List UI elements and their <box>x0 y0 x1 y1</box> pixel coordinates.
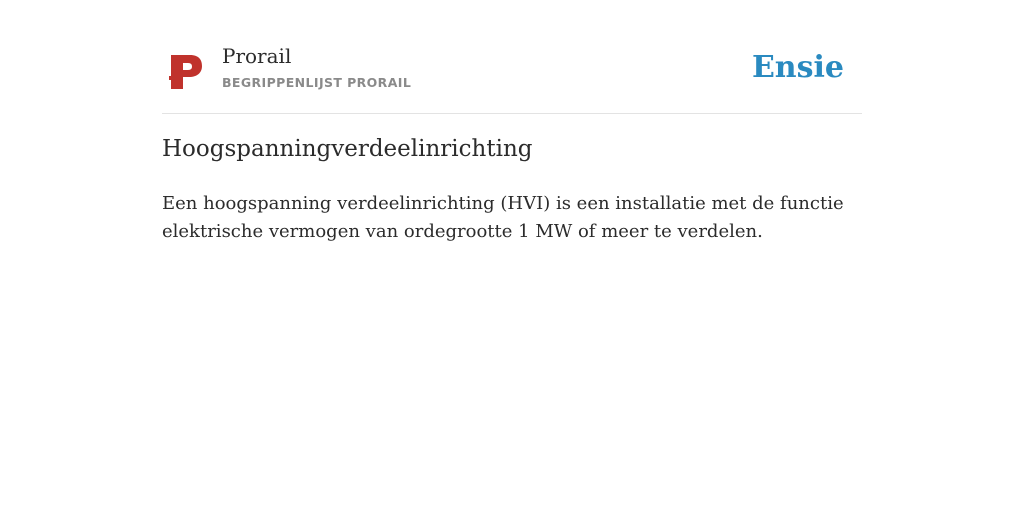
header <box>162 0 862 114</box>
term-definition: Een hoogspanning verdeelinrichting (HVI) is een installatie met de functie elektrische vermogen van ordegrootte 1 MW of meer te verdelen. <box>162 193 844 242</box>
prorail-logo-icon[interactable] <box>168 52 204 92</box>
glossary-subtitle[interactable]: BEGRIPPENLIJST PRORAIL <box>222 75 412 90</box>
term-title: Hoogspanningverdeelinrichting <box>162 136 533 162</box>
ensie-brand-link[interactable]: Ensie <box>751 50 844 85</box>
organization-name[interactable]: Prorail <box>222 44 292 68</box>
content-container <box>162 0 862 242</box>
